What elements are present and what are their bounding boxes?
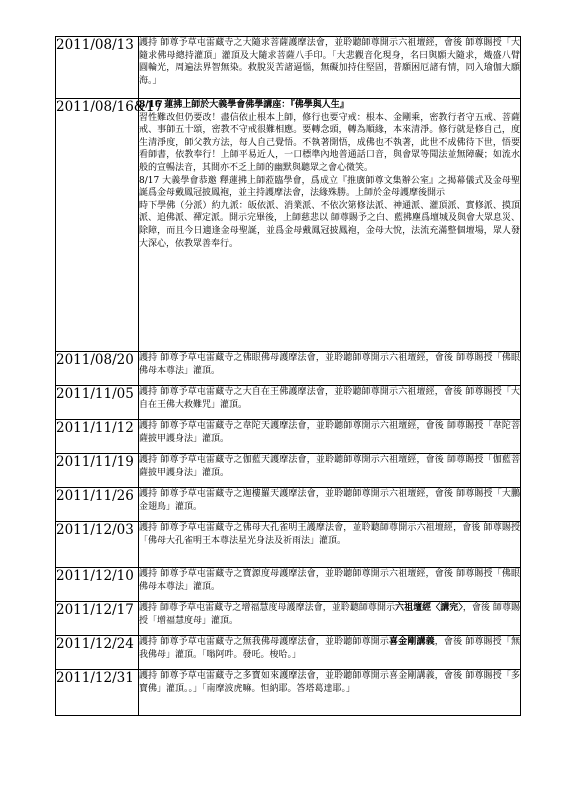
description-cell: 護持 師尊予草屯雷藏寺之寶源度母護摩法會，並聆聽師尊開示六祖壇經，會後 師尊賜授「佛眼佛母本尊法」灌頂。	[139, 568, 521, 602]
table-row	[56, 454, 521, 488]
table-row	[56, 420, 521, 454]
date-cell: 2011/11/12	[56, 420, 139, 454]
description-cell: 護持 師尊予草屯雷藏寺之多寶如來護摩法會，並聆聽師尊開示喜金剛講義，會後 師尊賜授「多寶佛」灌頂。。」「南摩波虎嘛。怛納耶。答塔葛達耶。」	[139, 670, 521, 716]
description-text: 護持 師尊予草屯雷藏寺之增福慧度母護摩法會，並聆聽師尊開示	[139, 603, 396, 613]
emphasized-text: 喜金剛講義	[389, 637, 435, 647]
date-cell: 2011/12/31	[56, 670, 139, 716]
date-cell: 2011/12/17	[56, 602, 139, 636]
table-row	[56, 352, 521, 386]
table-row	[56, 488, 521, 522]
table-row	[56, 636, 521, 670]
document-page	[55, 36, 521, 716]
description-text: ，會後 師尊賜授「增福慧度母」灌頂。	[139, 603, 520, 626]
date-cell: 2011/08/13	[56, 37, 139, 99]
description-cell: 護持 師尊予草屯雷藏寺之伽藍天護摩法會，並聆聽師尊開示六祖壇經，會後 師尊賜授「伽藍菩薩披甲護身法」灌頂。	[139, 454, 521, 488]
lecture-heading: 8/16 蓮拂上師於大義學會佛學講座：『佛學與人生』	[139, 100, 349, 110]
description-cell	[139, 636, 521, 670]
date-cell: 2011/12/24	[56, 636, 139, 670]
description-cell: 護持 師尊予草屯雷藏寺之大隨求菩薩護摩法會，並聆聽師尊開示六祖壇經，會後 師尊賜授「大隨求佛母總持灌頂」灌頂及大隨求菩薩八手印。「大悲觀音化現身，名曰與願大隨求，熾盛八臂圓輪光，周遍法界智無染。救脫災苦諸逼惱，無礙加持住堅固，普願困厄諸有情，同入瑜伽大願海。」	[139, 37, 521, 99]
date-cell: 2011/08/20	[56, 352, 139, 386]
table-row	[56, 670, 521, 716]
date-cell: 2011/11/26	[56, 488, 139, 522]
description-cell: 護持 師尊予草屯雷藏寺之佛眼佛母護摩法會，並聆聽師尊開示六祖壇經，會後 師尊賜授「佛眼佛母本尊法」灌頂。	[139, 352, 521, 386]
table-row	[56, 568, 521, 602]
description-cell	[139, 99, 521, 352]
date-cell: 2011/12/03	[56, 522, 139, 568]
table-row	[56, 386, 521, 420]
table-row	[56, 522, 521, 568]
description-text: 護持 師尊予草屯雷藏寺之無我佛母護摩法會，並聆聽師尊開示	[139, 637, 390, 647]
ceremony-body: 時下學佛（分派）約九派：皈依派、消業派、不依次第修法派、神通派、灌頂派、實修派、摸頂派、追佛派、禪定派。開示完畢後，上師慈悲以 師尊賜予之白、藍拂塵爲壇城及與會大眾息災、除障，而且今日適逢金母聖誕，並爲金母戴鳳冠披鳳袍，金母大悅，法流充滿整個壇場，眾人發大深心，依教眾善奉行。	[139, 200, 520, 249]
description-cell: 護持 師尊予草屯雷藏寺之韋陀天護摩法會，並聆聽師尊開示六祖壇經，會後 師尊賜授「韋陀菩薩披甲護身法」灌頂。	[139, 420, 521, 454]
table-row	[56, 99, 521, 352]
table-row	[56, 37, 521, 99]
date-cell: 2011/12/10	[56, 568, 139, 602]
date-cell: 2011/11/19	[56, 454, 139, 488]
description-cell: 護持 師尊予草屯雷藏寺之佛母大孔雀明王護摩法會，並聆聽師尊開示六祖壇經，會後 師尊賜授「佛母大孔雀明王本尊法星光身法及祈雨法」灌頂。	[139, 522, 521, 568]
table-row	[56, 602, 521, 636]
description-cell	[139, 602, 521, 636]
date-cell: 2011/11/05	[56, 386, 139, 420]
description-cell: 護持 師尊予草屯雷藏寺之迦樓羅天護摩法會，並聆聽師尊開示六祖壇經，會後 師尊賜授「大鵬金翅鳥」灌頂。	[139, 488, 521, 522]
ceremony-heading: 8/17 大義學會恭邀 釋蓮拂上師蒞臨學會，爲成立『推廣師尊文集辦公室』之揭幕儀式及金母聖誕爲金母戴鳳冠披鳳袍，並主持護摩法會，法緣殊勝。上師於金母護摩後開示	[139, 175, 520, 199]
description-text: ，會後 師尊賜授「無我佛母」灌頂。「嗡阿吽。發吒。梭哈。」	[139, 637, 520, 660]
description-cell: 護持 師尊予草屯雷藏寺之大自在王佛護摩法會，並聆聽師尊開示六祖壇經，會後 師尊賜授「大自在王佛大救難咒」灌頂。	[139, 386, 521, 420]
date-cell: 2011/08/16&17	[56, 99, 139, 352]
emphasized-text: 六祖壇經〈講完〉	[395, 603, 463, 613]
activity-log-table	[55, 36, 521, 716]
lecture-body: 習性難改但仍要改！盡信依止根本上師，修行也要守戒：根本、金剛乘，密教行者守五戒、菩薩戒、事師五十頌，密教不守戒很難相應。要轉念頭，轉為順緣，本來清淨。修行就是修自己，度生清淨度，師父教方法，每人自己覺悟。不執著開悟，成佛也不執著，此世不成佛待下世，悟要看師書，依教奉行！上師平易近人，一口標準內地普通話口音，與會眾等聞法並無障礙；如流水般的宣暢法音，其間亦不乏上師的幽默與聽眾之會心微笑。	[139, 112, 520, 173]
